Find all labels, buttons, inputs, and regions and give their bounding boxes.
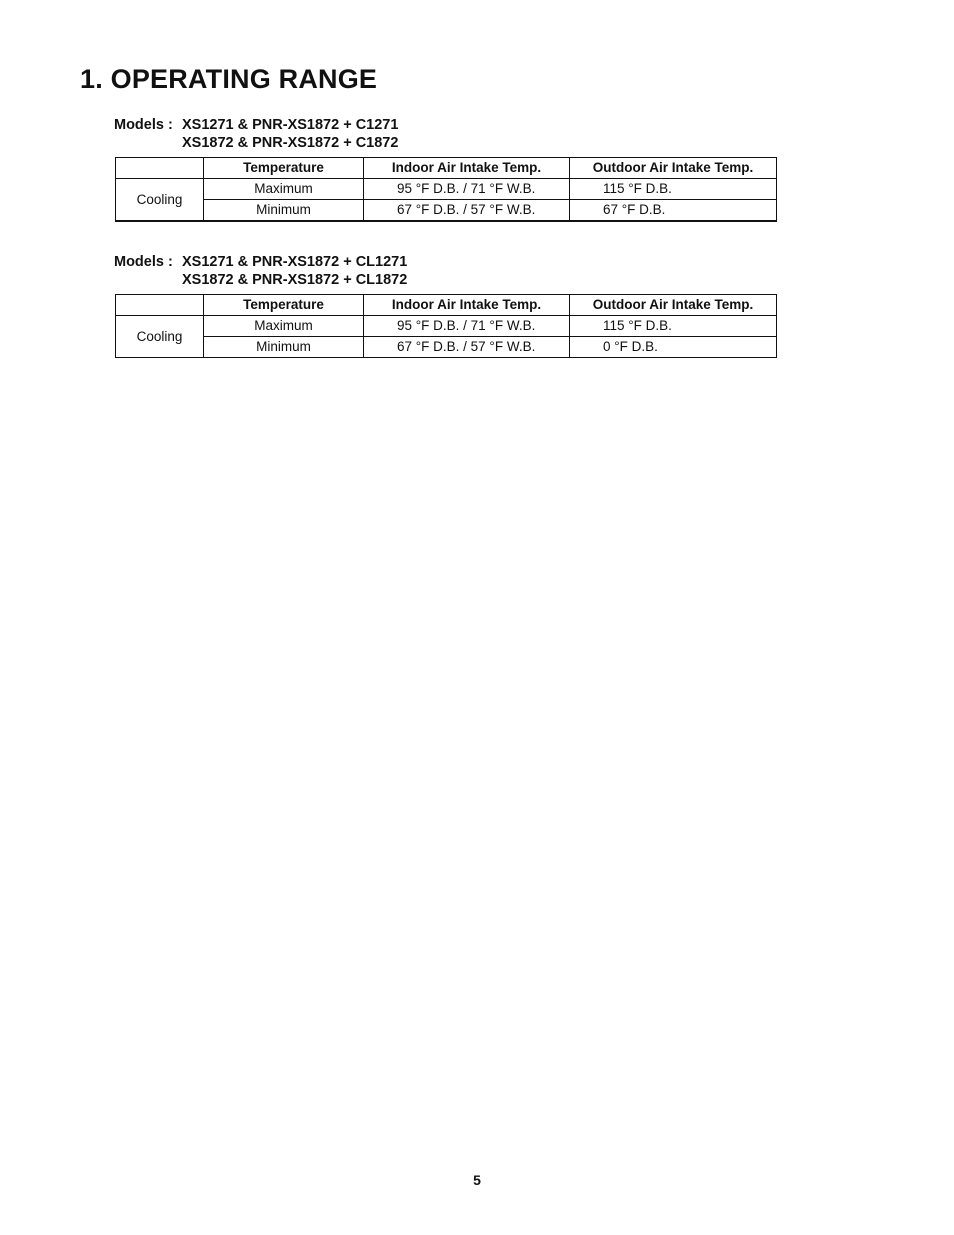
indoor-cell: 95 °F D.B. / 71 °F W.B. bbox=[364, 316, 570, 337]
table-row bbox=[116, 316, 777, 337]
level-cell: Minimum bbox=[204, 200, 364, 222]
table-row bbox=[116, 337, 777, 358]
header-indoor: Indoor Air Intake Temp. bbox=[364, 295, 570, 316]
table-header-row bbox=[116, 158, 777, 179]
header-outdoor: Outdoor Air Intake Temp. bbox=[570, 295, 777, 316]
model-line: XS1872 & PNR-XS1872 + CL1872 bbox=[182, 272, 408, 288]
model-line: XS1271 & PNR-XS1872 + CL1271 bbox=[182, 254, 408, 270]
outdoor-cell: 115 °F D.B. bbox=[570, 316, 777, 337]
indoor-cell: 67 °F D.B. / 57 °F W.B. bbox=[364, 200, 570, 222]
indoor-cell: 67 °F D.B. / 57 °F W.B. bbox=[364, 337, 570, 358]
models-block-1 bbox=[114, 116, 398, 152]
mode-cell: Cooling bbox=[116, 316, 204, 358]
model-line: XS1271 & PNR-XS1872 + C1271 bbox=[182, 117, 399, 133]
page-title: 1. OPERATING RANGE bbox=[80, 64, 378, 94]
header-temperature: Temperature bbox=[204, 295, 364, 316]
models-label: Models : bbox=[114, 117, 173, 133]
outdoor-cell: 115 °F D.B. bbox=[570, 179, 777, 200]
models-label: Models : bbox=[114, 254, 173, 270]
header-indoor: Indoor Air Intake Temp. bbox=[364, 158, 570, 179]
header-outdoor: Outdoor Air Intake Temp. bbox=[570, 158, 777, 179]
header-blank bbox=[116, 295, 204, 316]
level-cell: Maximum bbox=[204, 179, 364, 200]
operating-range-table-1 bbox=[115, 157, 777, 222]
outdoor-cell: 0 °F D.B. bbox=[570, 337, 777, 358]
table-header-row bbox=[116, 295, 777, 316]
models-block-2 bbox=[114, 253, 407, 289]
outdoor-cell: 67 °F D.B. bbox=[570, 200, 777, 222]
header-temperature: Temperature bbox=[204, 158, 364, 179]
indoor-cell: 95 °F D.B. / 71 °F W.B. bbox=[364, 179, 570, 200]
model-line: XS1872 & PNR-XS1872 + C1872 bbox=[182, 135, 399, 151]
header-blank bbox=[116, 158, 204, 179]
operating-range-table-2 bbox=[115, 294, 777, 358]
page-number: 5 bbox=[473, 1172, 481, 1188]
level-cell: Maximum bbox=[204, 316, 364, 337]
table-row bbox=[116, 200, 777, 222]
table-row bbox=[116, 179, 777, 200]
mode-cell: Cooling bbox=[116, 179, 204, 222]
level-cell: Minimum bbox=[204, 337, 364, 358]
